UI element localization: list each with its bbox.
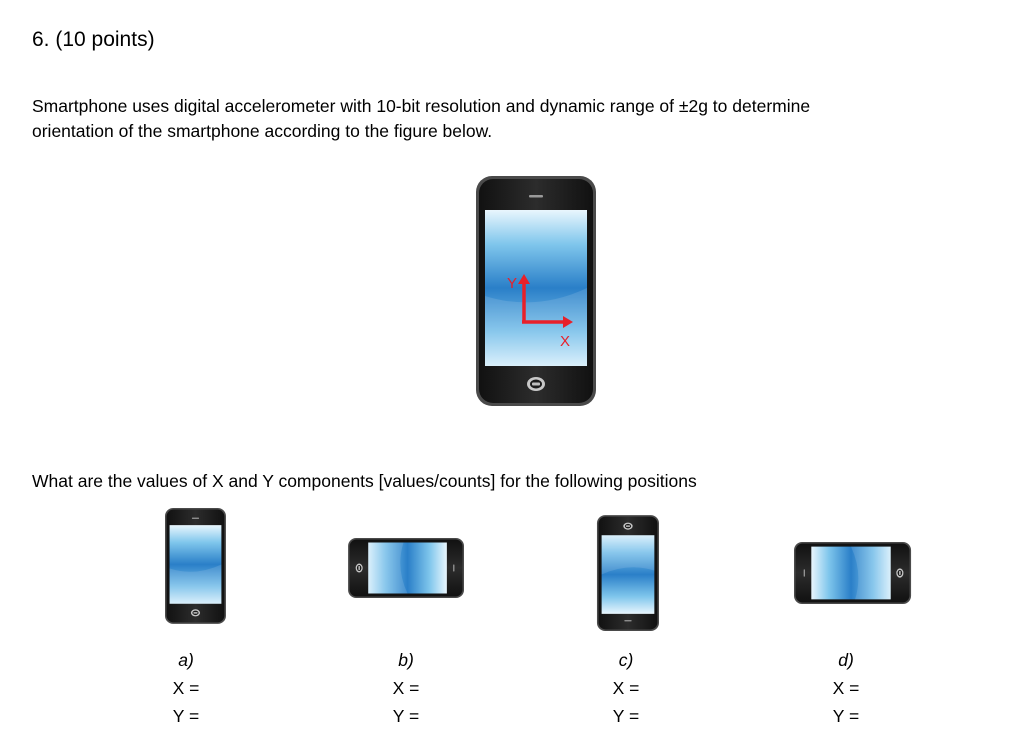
y-answer-field: Y = — [832, 706, 860, 726]
phone-icon — [476, 176, 596, 406]
position-label: b) — [398, 650, 414, 670]
y-answer-field: Y = — [612, 706, 640, 726]
axis-y-label: Y — [507, 275, 518, 292]
intro-line-1: Smartphone uses digital accelerometer with 10-bit resolution and dynamic range of ±2g to determine — [32, 96, 811, 116]
x-answer-field: X = — [392, 678, 420, 698]
position-label: a) — [178, 650, 194, 670]
phone-position-b — [348, 538, 464, 598]
y-answer-field: Y = — [172, 706, 200, 726]
position-label: c) — [618, 650, 634, 670]
phone-icon — [597, 515, 659, 631]
question-prompt: What are the values of X and Y components [values/counts] for the following positions — [32, 471, 697, 491]
axis-x-label: X — [560, 333, 571, 350]
answer-block-c — [586, 646, 666, 730]
question-intro — [32, 94, 992, 144]
answer-block-b — [366, 646, 446, 730]
question-title: 6. (10 points) — [32, 28, 155, 51]
phone-position-c — [597, 515, 659, 631]
phone-position-d — [794, 542, 911, 604]
answer-block-a — [146, 646, 226, 730]
main-phone-figure — [476, 176, 596, 406]
position-label: d) — [838, 650, 854, 670]
phone-icon — [794, 542, 911, 604]
phone-icon — [348, 538, 464, 598]
phone-icon — [165, 508, 226, 624]
answer-block-d — [806, 646, 886, 730]
phone-position-a — [165, 508, 226, 624]
x-answer-field: X = — [612, 678, 640, 698]
x-answer-field: X = — [832, 678, 860, 698]
intro-line-2: orientation of the smartphone according to the figure below. — [32, 121, 493, 141]
x-answer-field: X = — [172, 678, 200, 698]
y-answer-field: Y = — [392, 706, 420, 726]
